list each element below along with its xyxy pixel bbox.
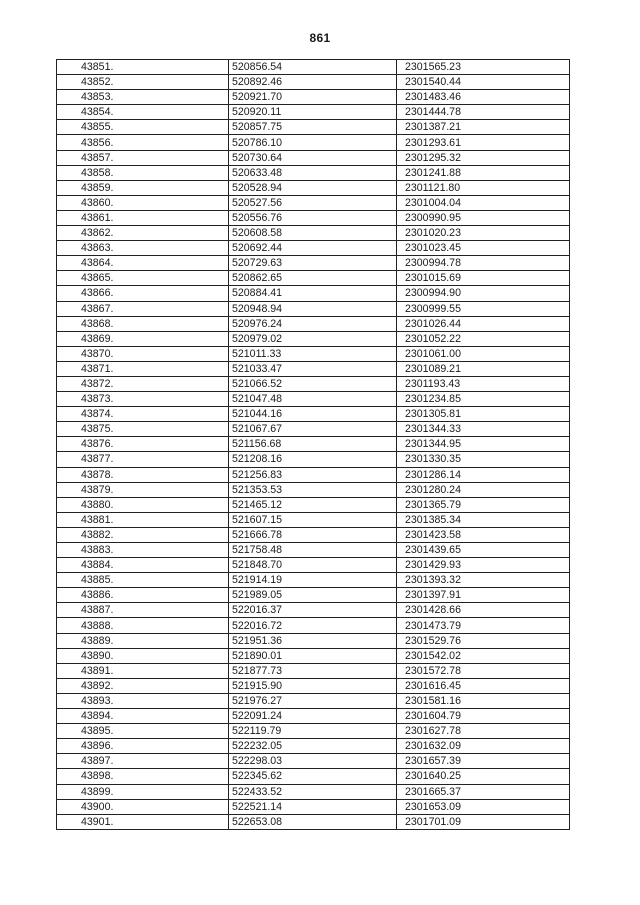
x-coordinate-cell: 522119.79: [229, 724, 397, 739]
table-row: [57, 588, 570, 603]
point-number-cell: 43872.: [57, 376, 229, 391]
point-number-cell: 43892.: [57, 678, 229, 693]
x-coordinate-cell: 521877.73: [229, 663, 397, 678]
x-coordinate-cell: 522298.03: [229, 754, 397, 769]
table-row: [57, 271, 570, 286]
x-coordinate-cell: 521758.48: [229, 543, 397, 558]
x-coordinate-cell: 521067.67: [229, 422, 397, 437]
y-coordinate-cell: 2301052.22: [397, 331, 570, 346]
y-coordinate-cell: 2301015.69: [397, 271, 570, 286]
x-coordinate-cell: 521989.05: [229, 588, 397, 603]
point-number-cell: 43900.: [57, 799, 229, 814]
y-coordinate-cell: 2301330.35: [397, 452, 570, 467]
point-number-cell: 43858.: [57, 165, 229, 180]
y-coordinate-cell: 2301665.37: [397, 784, 570, 799]
x-coordinate-cell: 521256.83: [229, 467, 397, 482]
point-number-cell: 43864.: [57, 256, 229, 271]
point-number-cell: 43893.: [57, 693, 229, 708]
x-coordinate-cell: 521465.12: [229, 497, 397, 512]
point-number-cell: 43856.: [57, 135, 229, 150]
y-coordinate-cell: 2300994.90: [397, 286, 570, 301]
y-coordinate-cell: 2301444.78: [397, 105, 570, 120]
table-row: [57, 346, 570, 361]
table-row: [57, 226, 570, 241]
x-coordinate-cell: 521848.70: [229, 558, 397, 573]
y-coordinate-cell: 2301344.33: [397, 422, 570, 437]
x-coordinate-cell: 521066.52: [229, 376, 397, 391]
x-coordinate-cell: 521915.90: [229, 678, 397, 693]
x-coordinate-cell: 520979.02: [229, 331, 397, 346]
y-coordinate-cell: 2301305.81: [397, 407, 570, 422]
y-coordinate-cell: 2300994.78: [397, 256, 570, 271]
y-coordinate-cell: 2301604.79: [397, 709, 570, 724]
point-number-cell: 43857.: [57, 150, 229, 165]
table-row: [57, 135, 570, 150]
table-row: [57, 301, 570, 316]
table-row: [57, 120, 570, 135]
point-number-cell: 43877.: [57, 452, 229, 467]
y-coordinate-cell: 2301429.93: [397, 558, 570, 573]
y-coordinate-cell: 2301393.32: [397, 573, 570, 588]
point-number-cell: 43855.: [57, 120, 229, 135]
x-coordinate-cell: 522091.24: [229, 709, 397, 724]
x-coordinate-cell: 520556.76: [229, 210, 397, 225]
y-coordinate-cell: 2301344.95: [397, 437, 570, 452]
point-number-cell: 43901.: [57, 814, 229, 829]
table-row: [57, 452, 570, 467]
x-coordinate-cell: 520730.64: [229, 150, 397, 165]
point-number-cell: 43887.: [57, 603, 229, 618]
table-row: [57, 724, 570, 739]
point-number-cell: 43884.: [57, 558, 229, 573]
table-row: [57, 573, 570, 588]
point-number-cell: 43851.: [57, 60, 229, 75]
y-coordinate-cell: 2301632.09: [397, 739, 570, 754]
table-row: [57, 422, 570, 437]
table-row: [57, 467, 570, 482]
x-coordinate-cell: 522232.05: [229, 739, 397, 754]
x-coordinate-cell: 521976.27: [229, 693, 397, 708]
y-coordinate-cell: 2301286.14: [397, 467, 570, 482]
point-number-cell: 43862.: [57, 226, 229, 241]
x-coordinate-cell: 521208.16: [229, 452, 397, 467]
y-coordinate-cell: 2301701.09: [397, 814, 570, 829]
point-number-cell: 43871.: [57, 361, 229, 376]
table-row: [57, 769, 570, 784]
point-number-cell: 43859.: [57, 180, 229, 195]
point-number-cell: 43874.: [57, 407, 229, 422]
point-number-cell: 43878.: [57, 467, 229, 482]
y-coordinate-cell: 2301365.79: [397, 497, 570, 512]
x-coordinate-cell: 520528.94: [229, 180, 397, 195]
y-coordinate-cell: 2301089.21: [397, 361, 570, 376]
point-number-cell: 43868.: [57, 316, 229, 331]
x-coordinate-cell: 522016.72: [229, 618, 397, 633]
x-coordinate-cell: 521047.48: [229, 392, 397, 407]
x-coordinate-cell: 520892.46: [229, 75, 397, 90]
table-row: [57, 558, 570, 573]
x-coordinate-cell: 521033.47: [229, 361, 397, 376]
table-row: [57, 256, 570, 271]
point-number-cell: 43879.: [57, 482, 229, 497]
point-number-cell: 43885.: [57, 573, 229, 588]
table-row: [57, 512, 570, 527]
y-coordinate-cell: 2301572.78: [397, 663, 570, 678]
point-number-cell: 43865.: [57, 271, 229, 286]
table-row: [57, 543, 570, 558]
table-row: [57, 90, 570, 105]
table-row: [57, 376, 570, 391]
x-coordinate-cell: 520976.24: [229, 316, 397, 331]
y-coordinate-cell: 2301616.45: [397, 678, 570, 693]
point-number-cell: 43880.: [57, 497, 229, 512]
table-row: [57, 693, 570, 708]
x-coordinate-cell: 521156.68: [229, 437, 397, 452]
y-coordinate-cell: 2301542.02: [397, 648, 570, 663]
table-row: [57, 407, 570, 422]
y-coordinate-cell: 2301397.91: [397, 588, 570, 603]
page-number: 861: [309, 31, 331, 45]
x-coordinate-cell: 521044.16: [229, 407, 397, 422]
y-coordinate-cell: 2301473.79: [397, 618, 570, 633]
x-coordinate-cell: 520921.70: [229, 90, 397, 105]
y-coordinate-cell: 2301387.21: [397, 120, 570, 135]
table-row: [57, 316, 570, 331]
y-coordinate-cell: 2301121.80: [397, 180, 570, 195]
y-coordinate-cell: 2301234.85: [397, 392, 570, 407]
x-coordinate-cell: 520856.54: [229, 60, 397, 75]
coordinates-table-body: [57, 60, 570, 830]
y-coordinate-cell: 2301061.00: [397, 346, 570, 361]
point-number-cell: 43881.: [57, 512, 229, 527]
x-coordinate-cell: 520857.75: [229, 120, 397, 135]
table-row: [57, 678, 570, 693]
x-coordinate-cell: 520527.56: [229, 195, 397, 210]
x-coordinate-cell: 520786.10: [229, 135, 397, 150]
y-coordinate-cell: 2301023.45: [397, 241, 570, 256]
x-coordinate-cell: 520729.63: [229, 256, 397, 271]
table-row: [57, 241, 570, 256]
y-coordinate-cell: 2301293.61: [397, 135, 570, 150]
y-coordinate-cell: 2301483.46: [397, 90, 570, 105]
y-coordinate-cell: 2301653.09: [397, 799, 570, 814]
table-row: [57, 784, 570, 799]
x-coordinate-cell: 520633.48: [229, 165, 397, 180]
table-row: [57, 150, 570, 165]
table-row: [57, 165, 570, 180]
table-row: [57, 814, 570, 829]
point-number-cell: 43890.: [57, 648, 229, 663]
y-coordinate-cell: 2301581.16: [397, 693, 570, 708]
y-coordinate-cell: 2301280.24: [397, 482, 570, 497]
point-number-cell: 43886.: [57, 588, 229, 603]
x-coordinate-cell: 522345.62: [229, 769, 397, 784]
y-coordinate-cell: 2301193.43: [397, 376, 570, 391]
y-coordinate-cell: 2301439.65: [397, 543, 570, 558]
x-coordinate-cell: 522521.14: [229, 799, 397, 814]
x-coordinate-cell: 520692.44: [229, 241, 397, 256]
point-number-cell: 43882.: [57, 527, 229, 542]
point-number-cell: 43870.: [57, 346, 229, 361]
y-coordinate-cell: 2301565.23: [397, 60, 570, 75]
y-coordinate-cell: 2301423.58: [397, 527, 570, 542]
table-row: [57, 739, 570, 754]
table-row: [57, 648, 570, 663]
x-coordinate-cell: 520948.94: [229, 301, 397, 316]
point-number-cell: 43888.: [57, 618, 229, 633]
table-row: [57, 361, 570, 376]
x-coordinate-cell: 520608.58: [229, 226, 397, 241]
table-row: [57, 331, 570, 346]
point-number-cell: 43867.: [57, 301, 229, 316]
point-number-cell: 43898.: [57, 769, 229, 784]
table-row: [57, 799, 570, 814]
y-coordinate-cell: 2301428.66: [397, 603, 570, 618]
x-coordinate-cell: 521914.19: [229, 573, 397, 588]
y-coordinate-cell: 2301020.23: [397, 226, 570, 241]
y-coordinate-cell: 2301385.34: [397, 512, 570, 527]
x-coordinate-cell: 520862.65: [229, 271, 397, 286]
x-coordinate-cell: 521011.33: [229, 346, 397, 361]
table-row: [57, 195, 570, 210]
table-row: [57, 286, 570, 301]
point-number-cell: 43894.: [57, 709, 229, 724]
table-row: [57, 392, 570, 407]
point-number-cell: 43891.: [57, 663, 229, 678]
point-number-cell: 43863.: [57, 241, 229, 256]
table-row: [57, 75, 570, 90]
point-number-cell: 43866.: [57, 286, 229, 301]
table-row: [57, 210, 570, 225]
point-number-cell: 43897.: [57, 754, 229, 769]
point-number-cell: 43854.: [57, 105, 229, 120]
point-number-cell: 43860.: [57, 195, 229, 210]
x-coordinate-cell: 521353.53: [229, 482, 397, 497]
y-coordinate-cell: 2301529.76: [397, 633, 570, 648]
point-number-cell: 43883.: [57, 543, 229, 558]
table-row: [57, 497, 570, 512]
table-row: [57, 709, 570, 724]
table-row: [57, 60, 570, 75]
y-coordinate-cell: 2300999.55: [397, 301, 570, 316]
x-coordinate-cell: 522653.08: [229, 814, 397, 829]
y-coordinate-cell: 2301295.32: [397, 150, 570, 165]
table-row: [57, 437, 570, 452]
table-row: [57, 527, 570, 542]
x-coordinate-cell: 521666.78: [229, 527, 397, 542]
point-number-cell: 43873.: [57, 392, 229, 407]
table-row: [57, 618, 570, 633]
x-coordinate-cell: 521890.01: [229, 648, 397, 663]
point-number-cell: 43869.: [57, 331, 229, 346]
x-coordinate-cell: 521607.15: [229, 512, 397, 527]
table-row: [57, 603, 570, 618]
y-coordinate-cell: 2301026.44: [397, 316, 570, 331]
y-coordinate-cell: 2301241.88: [397, 165, 570, 180]
y-coordinate-cell: 2301640.25: [397, 769, 570, 784]
point-number-cell: 43853.: [57, 90, 229, 105]
table-row: [57, 482, 570, 497]
x-coordinate-cell: 520920.11: [229, 105, 397, 120]
table-row: [57, 180, 570, 195]
y-coordinate-cell: 2301004.04: [397, 195, 570, 210]
table-row: [57, 754, 570, 769]
point-number-cell: 43896.: [57, 739, 229, 754]
point-number-cell: 43875.: [57, 422, 229, 437]
table-row: [57, 663, 570, 678]
y-coordinate-cell: 2301627.78: [397, 724, 570, 739]
coordinates-table: [56, 59, 570, 830]
x-coordinate-cell: 522016.37: [229, 603, 397, 618]
y-coordinate-cell: 2300990.95: [397, 210, 570, 225]
point-number-cell: 43861.: [57, 210, 229, 225]
x-coordinate-cell: 521951.36: [229, 633, 397, 648]
point-number-cell: 43899.: [57, 784, 229, 799]
table-row: [57, 633, 570, 648]
x-coordinate-cell: 520884.41: [229, 286, 397, 301]
y-coordinate-cell: 2301657.39: [397, 754, 570, 769]
point-number-cell: 43876.: [57, 437, 229, 452]
point-number-cell: 43895.: [57, 724, 229, 739]
point-number-cell: 43852.: [57, 75, 229, 90]
y-coordinate-cell: 2301540.44: [397, 75, 570, 90]
x-coordinate-cell: 522433.52: [229, 784, 397, 799]
point-number-cell: 43889.: [57, 633, 229, 648]
table-row: [57, 105, 570, 120]
